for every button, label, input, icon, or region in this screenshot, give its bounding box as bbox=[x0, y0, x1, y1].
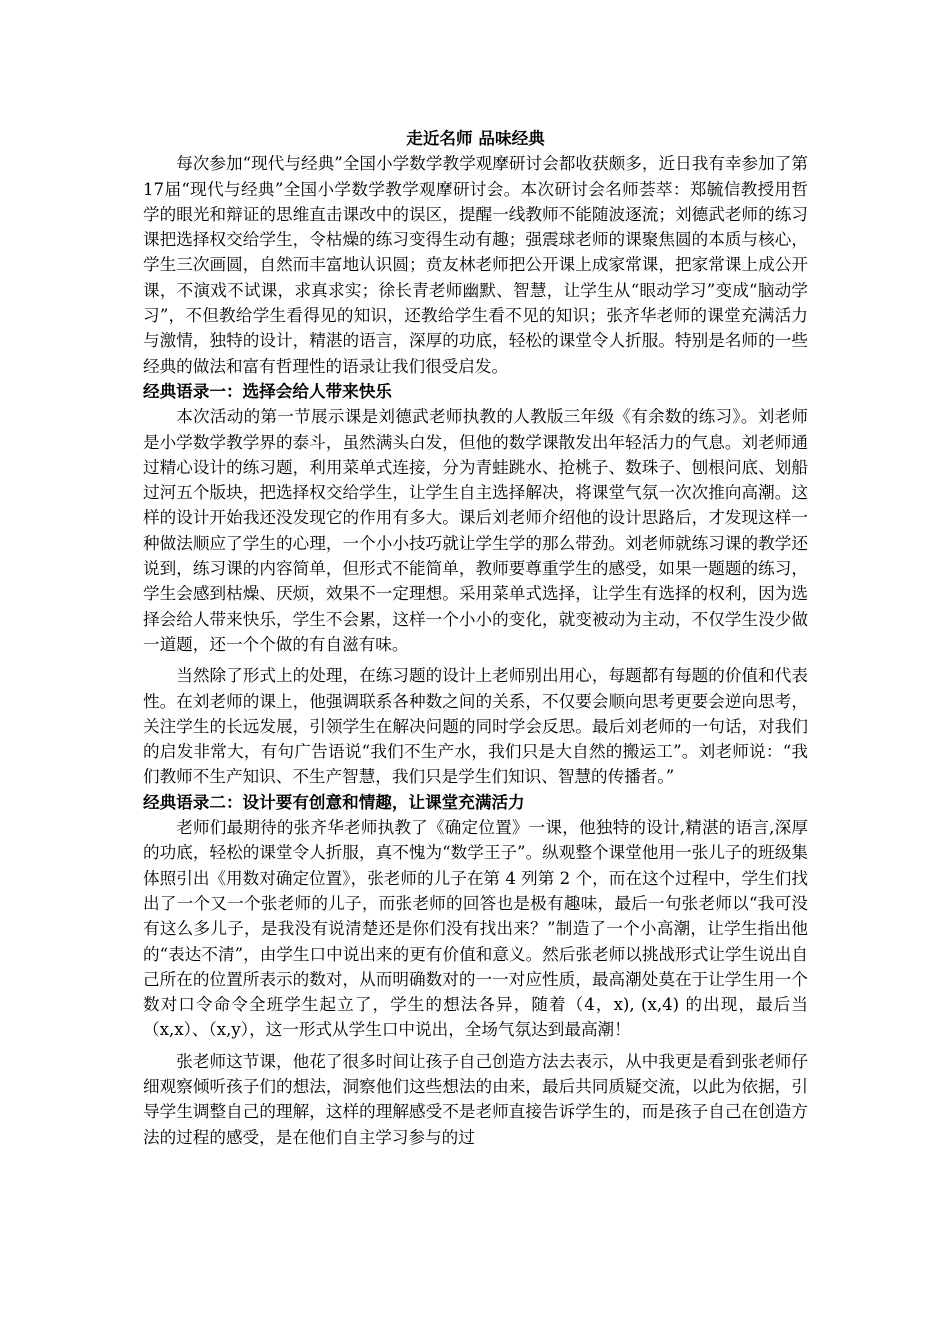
section-2-heading: 经典语录二：设计要有创意和情趣，让课堂充满活力 bbox=[143, 791, 525, 812]
section-2-paragraph-1: 老师们最期待的张齐华老师执教了《确定位置》一课，他独特的设计,精湛的语言,深厚的功底，轻松的课堂令人折服，真不愧为“数学王子”。纵观整个课堂他用一张儿子的班级集体照引出《用数对确定位置》，张老师的儿子在第 4 列第 2 个，而在这个过程中，学生们找出了一个又一个张老师的儿子，而张老师的回答也是极有趣味，最后一句张老师以“我可没有这么多儿子，是我没有说清楚还是你们没有找出来？”制造了一个小高潮，让学生指出他的“表达不清”，由学生口中说出来的更有价值和意义。然后张老师以挑战形式让学生说出自己所在的位置所表示的数对，从而明确数对的一一对应性质，最高潮处莫在于让学生用一个数对口令命令全班学生起立了，学生的想法各异，随着（4，x), (x,4) 的出现，最后当（x,x）、（x,y），这一形式从学生口中说出，全场气氛达到最高潮！ bbox=[143, 818, 808, 1040]
section-1-paragraph-1: 本次活动的第一节展示课是刘德武老师执教的人教版三年级《有余数的练习》。刘老师是小学数学教学界的泰斗，虽然满头白发，但他的数学课散发出年轻活力的气息。刘老师通过精心设计的练习题，利用菜单式连接，分为青蛙跳水、抢桃子、数珠子、刨根问底、划船过河五个版块，把选择权交给学生，让学生自主选择解决，将课堂气氛一次次推向高潮。这样的设计开始我还没发现它的作用有多大。课后刘老师介绍他的设计思路后，才发现这样一种做法顺应了学生的心理，一个小小技巧就让学生学的那么带劲。刘老师就练习课的教学还说到，练习课的内容简单，但形式不能简单，教师要尊重学生的感受，如果一题题的练习，学生会感到枯燥、厌烦，效果不一定理想。采用菜单式选择，让学生有选择的权利，因为选择会给人带来快乐，学生不会累，这样一个小小的变化，就变被动为主动，不仅学生没少做一道题，还一个个做的有自滋有味。 bbox=[143, 407, 808, 654]
document-page bbox=[143, 126, 808, 1150]
document-title: 走近名师 品味经典 bbox=[406, 128, 545, 148]
section-1-paragraph-2: 当然除了形式上的处理，在练习题的设计上老师别出用心，每题都有每题的价值和代表性。在刘老师的课上，他强调联系各种数之间的关系，不仅要会顺向思考更要会逆向思考，关注学生的长远发展，引领学生在解决问题的同时学会反思。最后刘老师的一句话，对我们的启发非常大，有句广告语说“我们不生产水，我们只是大自然的搬运工”。刘老师说：“我们教师不生产知识、不生产智慧，我们只是学生们知识、智慧的传播者。” bbox=[143, 666, 808, 787]
section-2-paragraph-2: 张老师这节课，他花了很多时间让孩子自己创造方法去表示，从中我更是看到张老师仔细观察倾听孩子们的想法，洞察他们这些想法的由来，最后共同质疑交流，以此为依据，引导学生调整自己的理解，这样的理解感受不是老师直接告诉学生的，而是孩子自己在创造方法的过程的感受，是在他们自主学习参与的过 bbox=[143, 1051, 808, 1147]
intro-paragraph: 每次参加“现代与经典”全国小学数学教学观摩研讨会都收获颇多，近日我有幸参加了第17届“现代与经典”全国小学数学教学观摩研讨会。本次研讨会名师荟萃：郑毓信教授用哲学的眼光和辩证的思维直击课改中的误区，提醒一线教师不能随波逐流；刘德武老师的练习课把选择权交给学生，令枯燥的练习变得生动有趣；强震球老师的课聚焦圆的本质与核心，学生三次画圆，自然而丰富地认识圆；贲友林老师把公开课上成家常课，把家常课上成公开课，不演戏不试课，求真求实；徐长青老师幽默、智慧，让学生从“眼动学习”变成“脑动学习”，不但教给学生看得见的知识，还教给学生看不见的知识；张齐华老师的课堂充满活力与激情，独特的设计，精湛的语言，深厚的功底，轻松的课堂令人折服。特别是名师的一些经典的做法和富有哲理性的语录让我们很受启发。 bbox=[143, 154, 808, 376]
section-1-heading: 经典语录一：选择会给人带来快乐 bbox=[143, 380, 392, 401]
